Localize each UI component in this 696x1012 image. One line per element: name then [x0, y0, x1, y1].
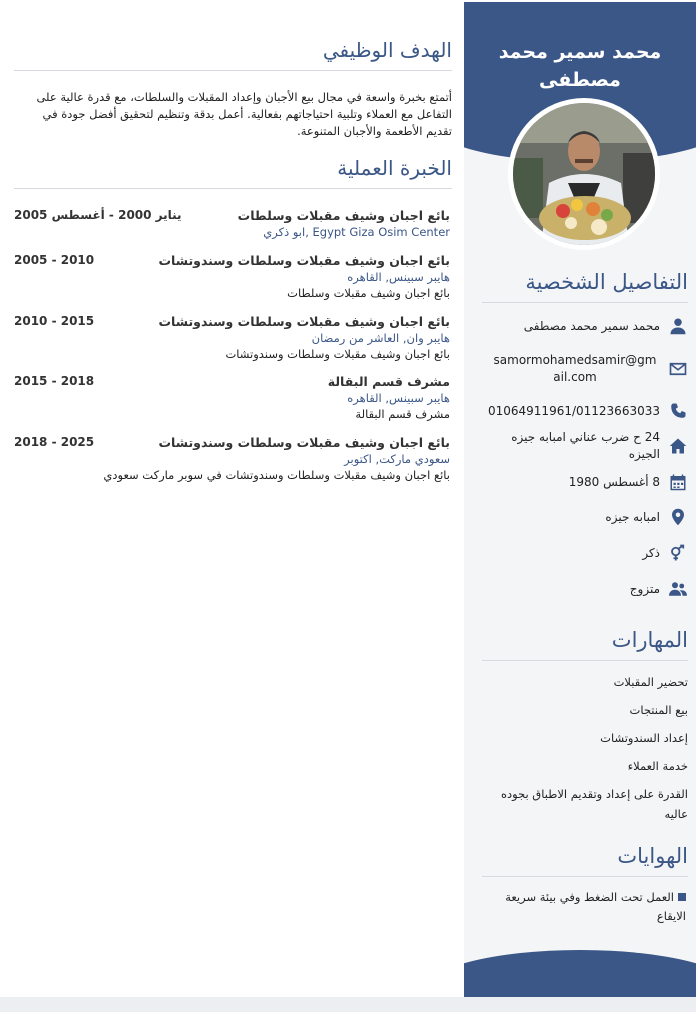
sidebar [464, 2, 696, 997]
sidebar-footer-band [464, 950, 696, 997]
hobby-text: العمل تحت الضغط وفي بيئة سريعة الايقاع [505, 890, 686, 923]
detail-email-value[interactable]: samormohamedsamir@gmail.com [493, 353, 657, 384]
job-company: هايبر سبينس, القاهره [347, 270, 450, 284]
skill-item: إعداد السندوتشات [600, 731, 688, 745]
job-dates: 2018 - 2025 [14, 435, 95, 449]
location-pin-icon [668, 507, 688, 527]
hobby-item [498, 888, 686, 926]
job-description: بائع اجبان وشيف مقبلات وسلطات وسندوتشات في سوبر ماركت سعودي [103, 468, 450, 482]
job-dates: 2010 - 2015 [14, 314, 95, 328]
person-icon [668, 316, 688, 336]
job-company: سعودي ماركت, اكتوبر [344, 452, 450, 466]
detail-marital-value: متزوج [629, 581, 660, 596]
detail-birthdate-value: 8 أغسطس 1980 [568, 474, 660, 489]
phone-icon [668, 401, 688, 421]
email-icon [668, 359, 688, 379]
skill-item: خدمة العملاء [627, 759, 688, 773]
job-description: مشرف قسم البقالة [355, 407, 450, 421]
detail-gender-value: ذكر [642, 545, 660, 560]
calendar-icon [668, 472, 688, 492]
job-title: مشرف قسم البقالة [327, 374, 450, 389]
experience-heading: الخبرة العملية [14, 156, 452, 189]
profile-photo [513, 103, 655, 245]
job-dates: يناير 2000 - أغسطس 2005 [14, 208, 182, 222]
job-dates: 2005 - 2010 [14, 253, 95, 267]
skills-heading: المهارات [482, 628, 688, 661]
skill-item: القدرة على إعداد وتقديم الاطباق بجوده عاليه [500, 787, 688, 821]
page-bottom-margin [0, 997, 696, 1012]
job-description: بائع اجبان وشيف مقبلات وسلطات وسندوتشات [225, 347, 450, 361]
candidate-name: محمد سمير محمد مصطفى [498, 41, 662, 91]
objective-text: أتمتع بخبرة واسعة في مجال بيع الأجبان وإعداد المقبلات والسلطات، مع قدرة عالية على التفاعل مع العملاء وتلبية احتياجاتهم بفعالية. أعمل بدقة وتنظيم لتحقيق أفضل جودة في تقديم الأطعمة والأجبان المتنوعة. [36, 90, 452, 138]
job-company: هايبر وان, العاشر من رمضان [311, 331, 450, 345]
gender-icon [668, 543, 688, 563]
detail-name-value: محمد سمير محمد مصطفى [523, 318, 660, 333]
hobbies-heading: الهوايات [482, 844, 688, 877]
job-company: هايبر سبينس, القاهره [347, 391, 450, 405]
job-title: بائع اجبان وشيف مقبلات وسلطات وسندوتشات [158, 314, 450, 329]
objective-heading: الهدف الوظيفي [14, 38, 452, 71]
job-title: بائع اجبان وشيف مقبلات وسلطات وسندوتشات [158, 253, 450, 268]
personal-details-heading: التفاصيل الشخصية [482, 270, 688, 303]
detail-birthdate [482, 469, 688, 495]
detail-address-value: 24 ح ضرب عناني امبابه جيزه الجيزه [511, 430, 660, 461]
job-company: Egypt Giza Osim Center ,ابو ذكري [263, 225, 450, 239]
job-title: بائع اجبان وشيف مقبلات وسلطات [237, 208, 450, 223]
job-description: بائع اجبان وشيف مقبلات وسلطات [287, 286, 450, 300]
detail-name [482, 313, 688, 339]
detail-phone-value[interactable]: 01064911961/01123663033 [487, 403, 660, 418]
detail-gender [482, 540, 688, 566]
skill-item: تحضير المقبلات [613, 675, 688, 689]
job-title: بائع اجبان وشيف مقبلات وسلطات وسندوتشات [158, 435, 450, 450]
detail-phone [482, 398, 688, 424]
detail-city [482, 504, 688, 530]
detail-email [482, 349, 688, 389]
detail-city-value: امبابه جيزه [605, 509, 660, 524]
profile-photo-frame [508, 98, 660, 250]
job-dates: 2015 - 2018 [14, 374, 95, 388]
skill-item: بيع المنتجات [629, 703, 688, 717]
detail-marital-status [482, 576, 688, 602]
home-icon [668, 436, 688, 456]
bullet-square-icon [678, 893, 686, 901]
detail-address [482, 430, 688, 461]
people-icon [668, 579, 688, 599]
